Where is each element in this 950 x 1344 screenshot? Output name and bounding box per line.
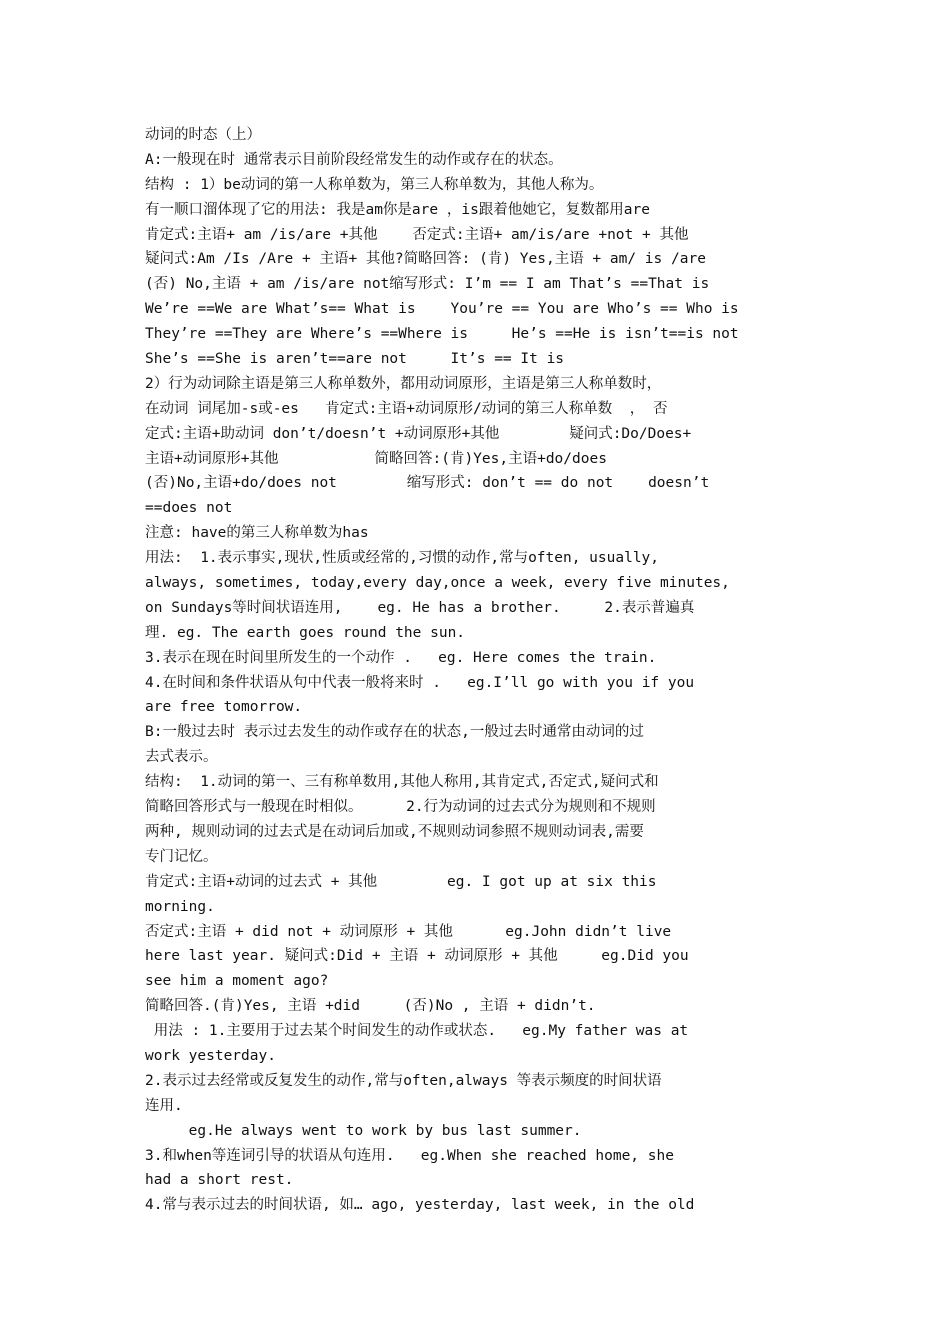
doc-line: (否) No,主语 + am /is/are not缩写形式: I’m == I am That’s ==That is xyxy=(145,276,710,293)
doc-line: 在动词 词尾加-s或-es 肯定式:主语+动词原形/动词的第三人称单数 ， 否 xyxy=(145,400,668,417)
doc-line: 肯定式:主语+ am /is/are +其他 否定式:主语+ am/is/are +not + 其他 xyxy=(145,226,689,243)
doc-line: 疑问式:Am /Is /Are + 主语+ 其他?简略回答: (肯) Yes,主语 + am/ is /are xyxy=(145,251,706,268)
doc-line: always, sometimes, today,every day,once a week, every five minutes, xyxy=(145,575,730,592)
doc-line: 两种, 规则动词的过去式是在动词后加或,不规则动词参照不规则动词表,需要 xyxy=(145,823,644,840)
doc-line: (否)No,主语+do/does not 缩写形式: don’t == do not doesn’t xyxy=(145,475,710,492)
doc-line: 用法 : 1.主要用于过去某个时间发生的动作或状态. eg.My father was at xyxy=(145,1023,689,1040)
doc-line: here last year. 疑问式:Did + 主语 + 动词原形 + 其他 eg.Did you xyxy=(145,948,689,965)
doc-line: 用法: 1.表示事实,现状,性质或经常的,习惯的动作,常与often, usually, xyxy=(145,550,660,567)
doc-line: 主语+动词原形+其他 简略回答:(肯)Yes,主语+do/does xyxy=(145,450,607,467)
doc-title: 动词的时态（上） xyxy=(145,127,261,143)
doc-line: A:一般现在时 通常表示目前阶段经常发生的动作或存在的状态。 xyxy=(145,151,563,168)
doc-line: work yesterday. xyxy=(145,1047,276,1064)
doc-line: on Sundays等时间状语连用, eg. He has a brother. 2.表示普遍真 xyxy=(145,599,695,616)
doc-line: had a short rest. xyxy=(145,1172,294,1189)
document-body xyxy=(145,123,807,1218)
doc-line: 4.在时间和条件状语从句中代表一般将来时 . eg.I’ll go with you if you xyxy=(145,674,695,691)
doc-line: morning. xyxy=(145,898,215,915)
doc-line: 去式表示。 xyxy=(145,749,218,766)
doc-line: 4.常与表示过去的时间状语, 如… ago, yesterday, last week, in the old xyxy=(145,1197,695,1214)
doc-line: see him a moment ago? xyxy=(145,973,329,990)
doc-line: 有一顺口溜体现了它的用法: 我是am你是are ，is跟着他她它，复数都用are xyxy=(145,201,650,218)
doc-line: 专门记忆。 xyxy=(145,848,218,865)
doc-line: 2）行为动词除主语是第三人称单数外，都用动词原形，主语是第三人称单数时， xyxy=(145,375,662,392)
doc-line: are free tomorrow. xyxy=(145,699,303,716)
doc-line: 理. eg. The earth goes round the sun. xyxy=(145,624,466,641)
doc-line: 简略回答.(肯)Yes, 主语 +did (否)No , 主语 + didn’t. xyxy=(145,998,596,1015)
doc-line: 注意: have的第三人称单数为has xyxy=(145,525,369,542)
doc-line: 3.和when等连词引导的状语从句连用. eg.When she reached home, she xyxy=(145,1147,674,1164)
doc-line: ==does not xyxy=(145,500,233,517)
doc-line: She’s ==She is aren’t==are not It’s == It is xyxy=(145,351,565,368)
doc-line: 结构 : 1）be动词的第一人称单数为，第三人称单数为，其他人称为。 xyxy=(145,176,604,193)
doc-line: 连用. xyxy=(145,1097,183,1114)
doc-line: They’re ==They are Where’s ==Where is He’s ==He is isn’t==is not xyxy=(145,326,739,343)
doc-line: eg.He always went to work by bus last summer. xyxy=(145,1122,582,1139)
doc-line: B:一般过去时 表示过去发生的动作或存在的状态,一般过去时通常由动词的过 xyxy=(145,724,644,741)
doc-line: 肯定式:主语+动词的过去式 + 其他 eg. I got up at six this xyxy=(145,873,657,890)
doc-line: We’re ==We are What’s== What is You’re == You are Who’s == Who is xyxy=(145,301,739,318)
doc-line: 3.表示在现在时间里所发生的一个动作 . eg. Here comes the train. xyxy=(145,649,657,666)
doc-line: 2.表示过去经常或反复发生的动作,常与often,always 等表示频度的时间状语 xyxy=(145,1072,662,1089)
doc-line: 否定式:主语 + did not + 动词原形 + 其他 eg.John didn’t live xyxy=(145,923,672,940)
doc-line: 简略回答形式与一般现在时相似。 2.行为动词的过去式分为规则和不规则 xyxy=(145,799,656,816)
doc-line: 定式:主语+助动词 don’t/doesn’t +动词原形+其他 疑问式:Do/Does+ xyxy=(145,425,692,442)
doc-line: 结构: 1.动词的第一、三有称单数用,其他人称用,其肯定式,否定式,疑问式和 xyxy=(145,774,659,791)
